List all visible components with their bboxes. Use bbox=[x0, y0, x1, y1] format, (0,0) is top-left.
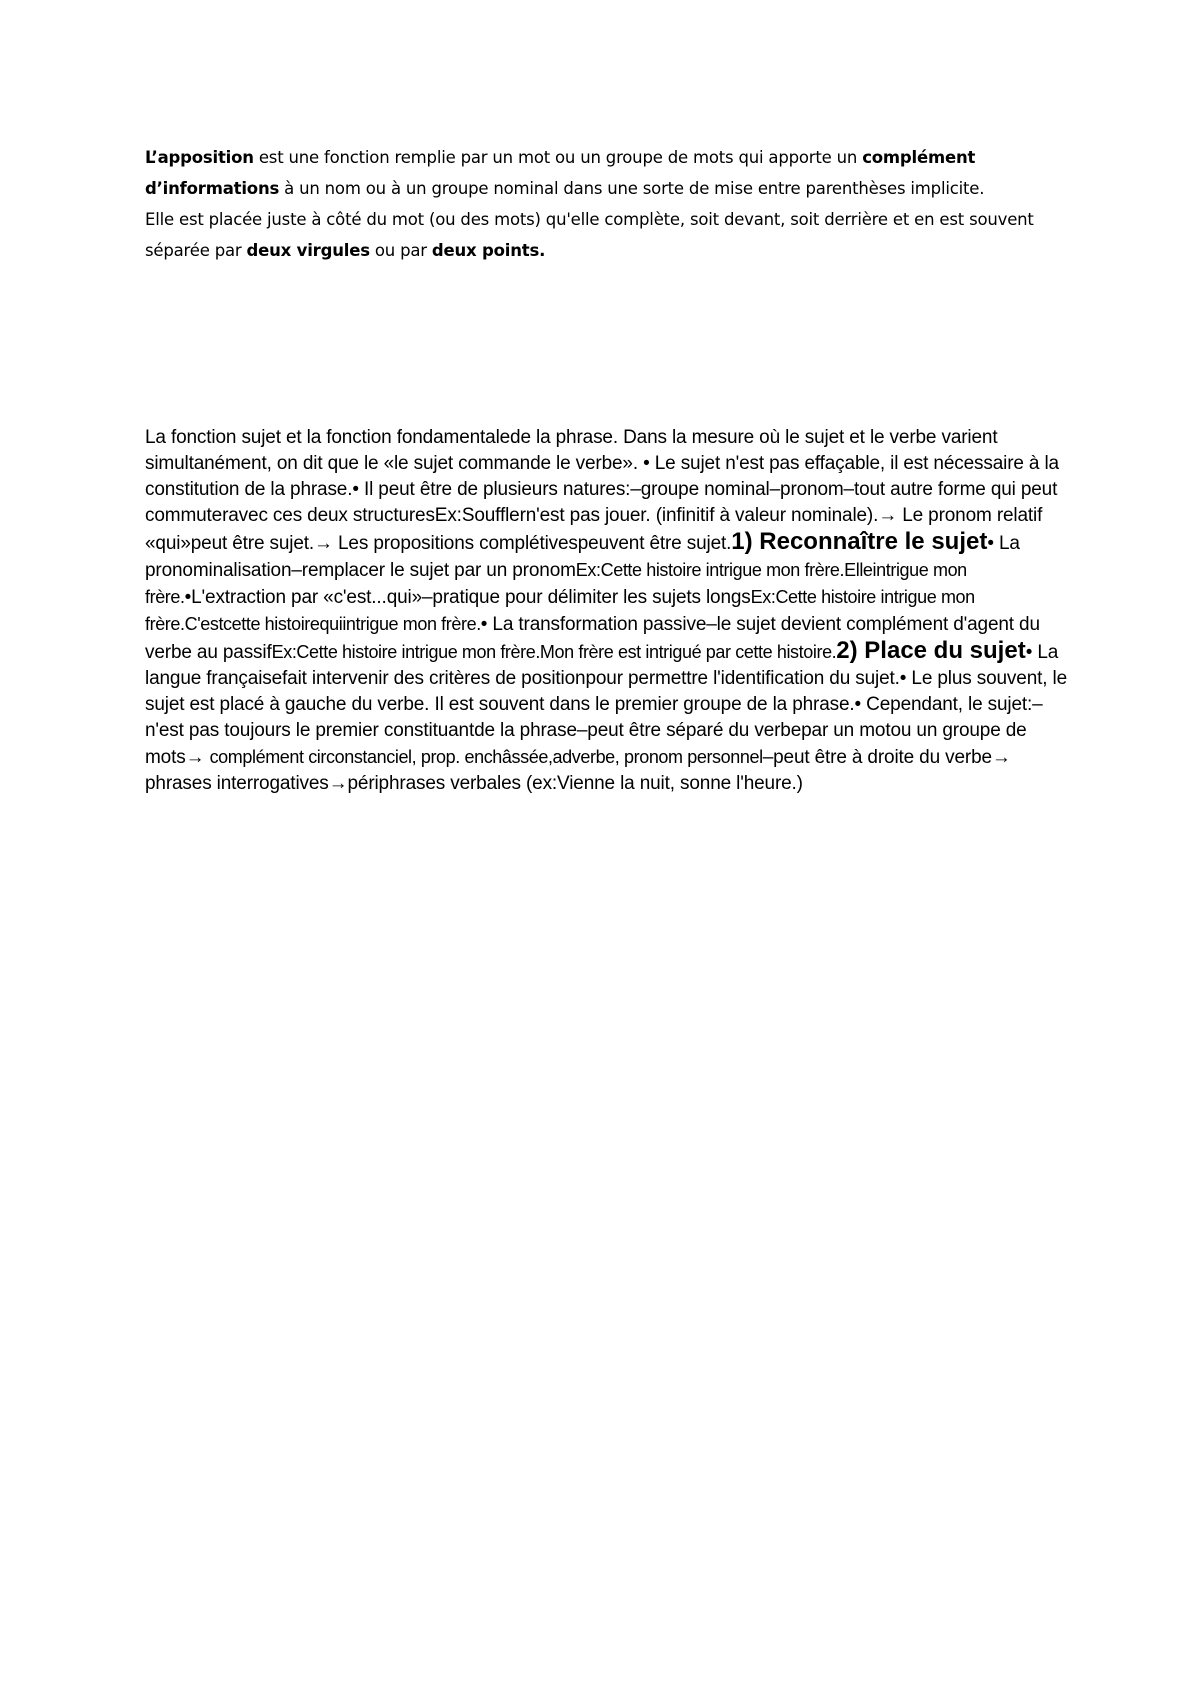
example-passive: Ex:Cette histoire intrigue mon frère.Mon frère est intrigué par cette histoire. bbox=[271, 642, 837, 662]
deux-virgules-term: deux virgules bbox=[246, 241, 370, 260]
place-text: • La langue françaisefait intervenir des critères de positionpour permettre l'identification du sujet.• Le plus souvent, le sujet est placé à gauche du verbe. Il est souvent dans le premier groupe de la phrase.• Cependant, le sujet:–n'est pas toujours le premier constituantde la phrase–peut être séparé du verbepar un motou un groupe de mots→ bbox=[145, 642, 1067, 768]
heading-reconnaitre-sujet: 1) Reconnaître le sujet bbox=[731, 528, 988, 555]
apposition-text-2: à un nom ou à un groupe nominal dans une sorte de mise entre parenthèses implicite. bbox=[279, 179, 985, 198]
apposition-text-4: ou par bbox=[369, 241, 432, 260]
heading-place-sujet: 2) Place du sujet bbox=[836, 637, 1026, 664]
example-extraction: Ex:Cette histoire intrigue mon frère.C'estcette histoirequiintrigue mon frère. bbox=[145, 587, 975, 634]
example-vienne-la-nuit: (ex:Vienne la nuit, sonne l'heure.) bbox=[525, 773, 803, 794]
deux-points-term: deux points. bbox=[431, 241, 546, 260]
separation-list: complément circonstanciel, prop. enchâssée,adverbe, pronom personnel bbox=[209, 747, 763, 767]
passive-text: • La transformation passive–le sujet devient complément d'agent du verbe au passif bbox=[145, 614, 1040, 663]
apposition-text-3: Elle est placée juste à côté du mot (ou des mots) qu'elle complète, soit devant, soit derrière et en est souvent séparée par bbox=[145, 210, 1034, 260]
complement-term: complément d’informations bbox=[145, 148, 976, 198]
example-pronominalisation: Ex:Cette histoire intrigue mon frère.Elleintrigue mon frère. bbox=[145, 560, 967, 607]
sujet-section bbox=[145, 425, 1075, 797]
apposition-definition bbox=[145, 142, 1075, 266]
sujet-paragraph bbox=[145, 425, 1075, 797]
apposition-text-1: est une fonction remplie par un mot ou un groupe de mots qui apporte un bbox=[253, 148, 863, 167]
apposition-term: L’apposition bbox=[145, 148, 254, 167]
apposition-paragraph-2 bbox=[145, 204, 1075, 266]
extraction-text: •L'extraction par «c'est...qui»–pratique pour délimiter les sujets longs bbox=[184, 587, 751, 608]
sujet-intro-text: La fonction sujet et la fonction fondamentalede la phrase. Dans la mesure où le sujet et le verbe varient simultanément, on dit que le «le sujet commande le verbe». • Le sujet n'est pas effaçable, il est nécessaire à la constitution de la phrase.• Il peut être de plusieurs natures:–groupe nominal–pronom–tout autre forme qui peut commuteravec ces deux structuresEx:Soufflern'est pas jouer. (infinitif à valeur nominale).→ Le pronom relatif «qui»peut être sujet.→ Les propositions complétivespeuvent être sujet. bbox=[145, 427, 1059, 554]
pronominalisation-text: • La pronominalisation–remplacer le sujet par un pronom bbox=[145, 533, 1020, 581]
droite-verbe-text: –peut être à droite du verbe→ phrases interrogatives→périphrases verbales bbox=[145, 747, 1011, 794]
apposition-paragraph-1 bbox=[145, 142, 1075, 204]
